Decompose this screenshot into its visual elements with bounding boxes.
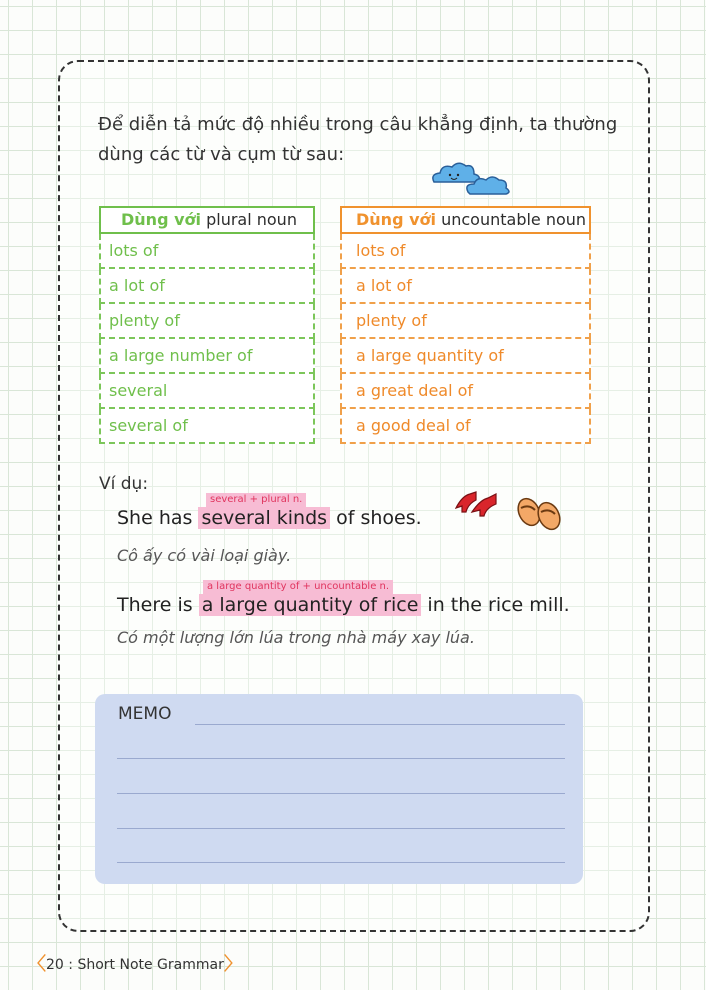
highlight-phrase: a large quantity of rice	[199, 594, 422, 616]
intro-text	[98, 110, 618, 170]
table-row: a large number of	[99, 339, 315, 374]
uncountable-noun-table	[340, 206, 591, 444]
sandals-icon	[515, 494, 565, 534]
red-heels-icon	[454, 486, 502, 522]
footer-title: : Short Note Grammar	[68, 957, 224, 973]
highlight-phrase: several kinds	[198, 507, 330, 529]
grammar-tag-2: a large quantity of + uncountable n.	[203, 580, 393, 594]
table-row: several of	[99, 409, 315, 444]
chevron-left-icon: 〈	[28, 954, 46, 975]
table-row: lots of	[340, 234, 591, 269]
memo-label: MEMO	[118, 704, 172, 724]
memo-line	[195, 724, 565, 725]
page-number: 20	[46, 957, 64, 973]
memo-line	[117, 828, 565, 829]
table-row: plenty of	[340, 304, 591, 339]
table-row: a lot of	[99, 269, 315, 304]
table-row: several	[99, 374, 315, 409]
chevron-right-icon: 〉	[223, 954, 242, 975]
uncountable-noun-header: Dùng với uncountable noun	[340, 206, 591, 234]
cloud-icon	[428, 158, 512, 200]
table-row: lots of	[99, 234, 315, 269]
memo-box	[95, 694, 583, 884]
translation-2: Có một lượng lớn lúa trong nhà máy xay lúa.	[117, 628, 475, 647]
table-row: a large quantity of	[340, 339, 591, 374]
table-row: a good deal of	[340, 409, 591, 444]
grammar-tag-1: several + plural n.	[206, 493, 306, 507]
page-footer	[28, 950, 242, 976]
translation-1: Cô ấy có vài loại giày.	[117, 546, 292, 565]
example-sentence-2: There is a large quantity of rice in the rice mill.	[117, 594, 570, 616]
intro-line-2: dùng các từ và cụm từ sau:	[98, 144, 345, 165]
table-row: a great deal of	[340, 374, 591, 409]
memo-line	[117, 758, 565, 759]
plural-noun-header: Dùng với plural noun	[99, 206, 315, 234]
plural-noun-table	[99, 206, 315, 444]
example-label: Ví dụ:	[99, 474, 149, 494]
memo-line	[117, 862, 565, 863]
example-sentence-1: She has several kinds of shoes.	[117, 507, 422, 529]
intro-line-1: Để diễn tả mức độ nhiều trong câu khẳng định, ta thường	[98, 114, 618, 135]
table-row: plenty of	[99, 304, 315, 339]
table-row: a lot of	[340, 269, 591, 304]
memo-line	[117, 793, 565, 794]
